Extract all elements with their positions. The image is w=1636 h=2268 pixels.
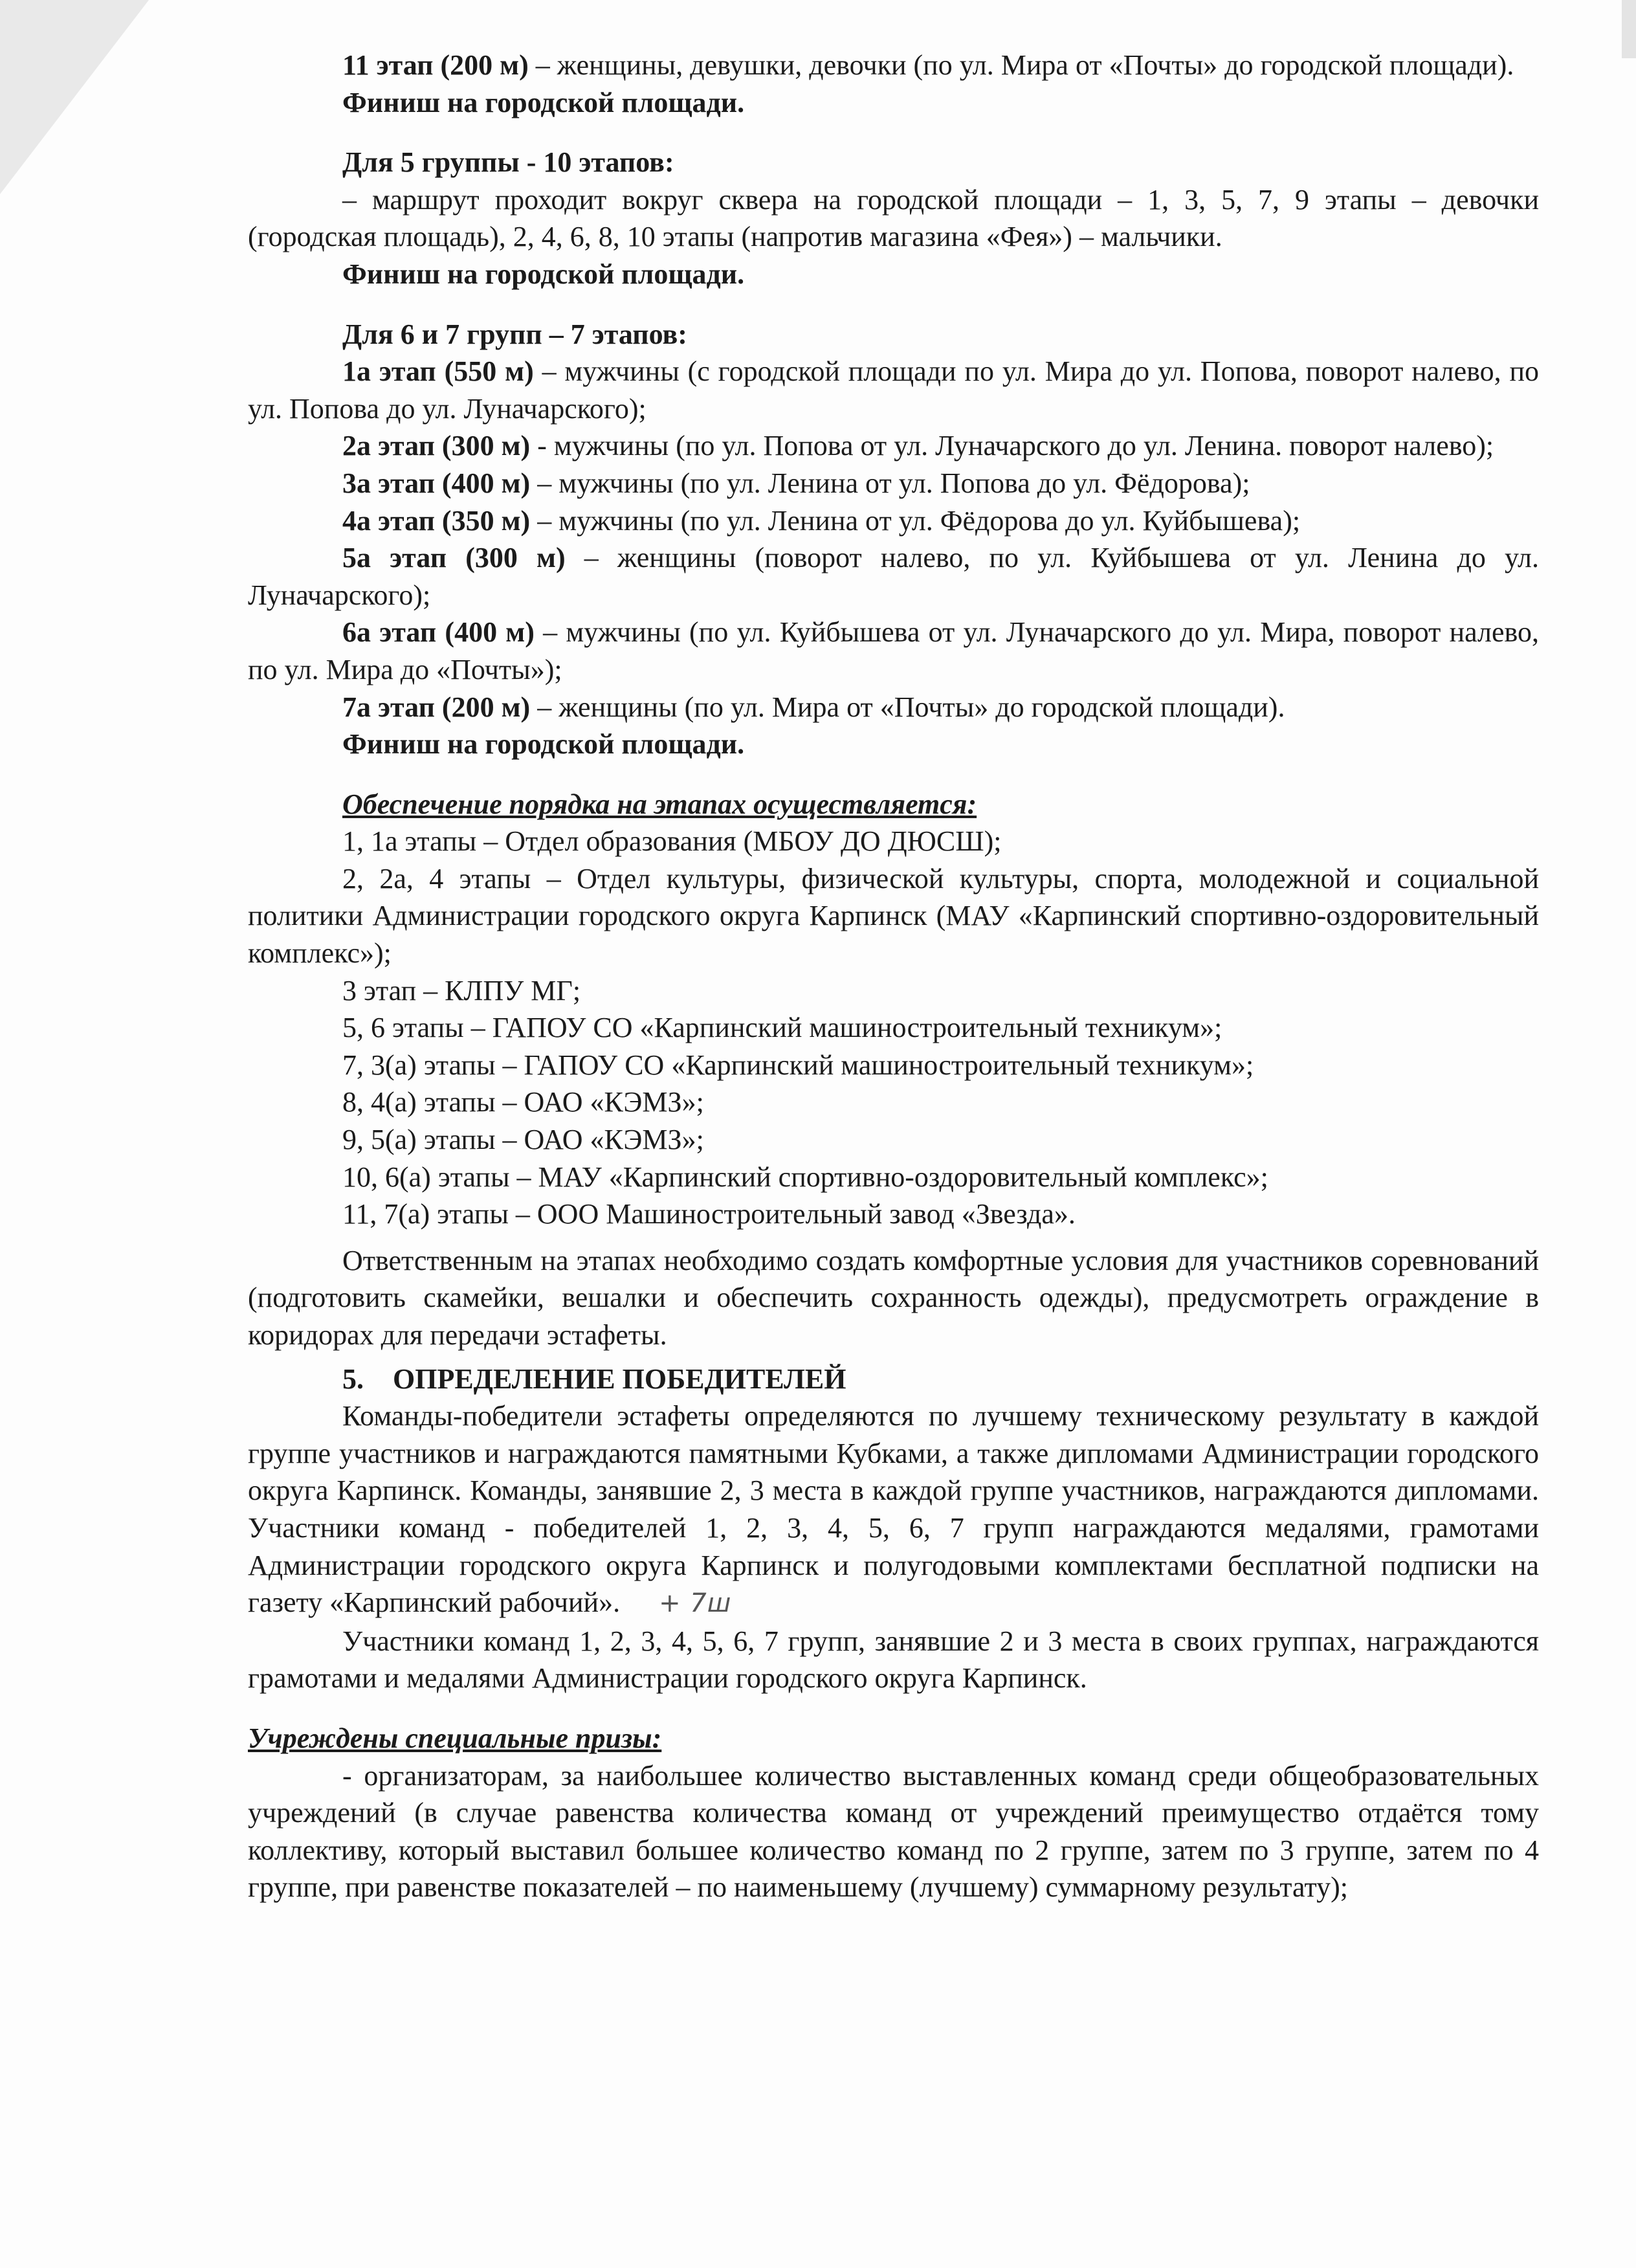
stage-text: – женщины (по ул. Мира от «Почты» до городской площади). xyxy=(530,691,1285,723)
stage-text: - мужчины (по ул. Попова от ул. Луначарского до ул. Ленина. поворот налево); xyxy=(530,430,1494,462)
stage-paragraph xyxy=(248,614,1539,688)
winners-paragraph-2: Участники команд 1, 2, 3, 4, 5, 6, 7 групп, занявшие 2 и 3 места в своих группах, награждаются грамотами и медалями Администрации городского округа Карпинск. xyxy=(248,1625,1539,1695)
stage-text: – мужчины (по ул. Ленина от ул. Фёдорова до ул. Куйбышева); xyxy=(530,504,1301,537)
stage-paragraph xyxy=(248,353,1539,427)
handwritten-note: + 7ш xyxy=(659,1588,732,1619)
winners-text-1: Команды-победители эстафеты определяются по лучшему техническому результату в каждой группе участников и награждаются памятными Кубками, а также дипломами Администрации городского округа Карпинск. Команды, занявшие 2, 3 места в каждой группе участников, награждаются дипломами. Участники команд - победителей 1, 2, 3, 4, 5, 6, 7 групп награждаются медалями, грамотами Администрации городского округа Карпинск и полугодовыми комплектами бесплатной подписки на газету «Карпинский рабочий». xyxy=(248,1400,1539,1619)
group-5-text: – маршрут проходит вокруг сквера на городской площади – 1, 3, 5, 7, 9 этапы – девочки (городская площадь), 2, 4, 6, 8, 10 этапы (напротив магазина «Фея») – мальчики. xyxy=(248,183,1539,253)
order-item: 3 этап – КЛПУ МГ; xyxy=(342,974,581,1006)
stage-paragraph xyxy=(248,689,1539,726)
stage-label: 3а этап (400 м) xyxy=(342,467,531,499)
order-item: 2, 2а, 4 этапы – Отдел культуры, физической культуры, спорта, молодежной и социальной политики Администрации городского округа Карпинск (МАУ «Карпинский спортивно-оздоровительный комплекс»); xyxy=(248,862,1539,970)
stage-11-paragraph xyxy=(248,47,1539,84)
prizes-heading: Учреждены специальные призы: xyxy=(248,1722,662,1754)
group-6-7-heading: Для 6 и 7 групп – 7 этапов: xyxy=(342,318,687,350)
order-heading: Обеспечение порядка на этапах осуществляется: xyxy=(342,788,977,820)
prizes-heading-line xyxy=(248,1720,1539,1757)
section-heading xyxy=(248,1361,1539,1398)
stage-11-label: 11 этап (200 м) xyxy=(342,49,529,81)
order-item: 1, 1а этапы – Отдел образования (МБОУ ДО ДЮСШ); xyxy=(342,825,1002,858)
finish-line-3: Финиш на городской площади. xyxy=(342,728,745,761)
stage-label: 5а этап (300 м) xyxy=(342,542,566,574)
group-5-heading: Для 5 группы - 10 этапов: xyxy=(342,146,674,179)
stage-text: – мужчины (по ул. Куйбышева от ул. Луначарского до ул. Мира, поворот налево, по ул. Мира до «Почты»); xyxy=(248,616,1539,685)
stage-label: 7а этап (200 м) xyxy=(342,691,531,723)
stage-label: 2а этап (300 м) xyxy=(342,430,531,462)
section-number: 5. xyxy=(342,1362,364,1395)
order-item: 7, 3(а) этапы – ГАПОУ СО «Карпинский машиностроительный техникум»; xyxy=(342,1049,1254,1081)
stage-label: 4а этап (350 м) xyxy=(342,504,531,537)
stage-paragraph xyxy=(248,502,1539,540)
responsible-paragraph: Ответственным на этапах необходимо создать комфортные условия для участников соревнований (подготовить скамейки, вешалки и обеспечить сохранность одежды), предусмотреть ограждение в коридорах для передачи эстафеты. xyxy=(248,1244,1539,1351)
order-item: 8, 4(а) этапы – ОАО «КЭМЗ»; xyxy=(342,1086,704,1118)
stage-paragraph xyxy=(248,465,1539,502)
scan-edge-mark xyxy=(1622,0,1636,58)
stage-label: 6а этап (400 м) xyxy=(342,616,535,649)
stage-11-text: – женщины, девушки, девочки (по ул. Мира от «Почты» до городской площади). xyxy=(528,49,1514,81)
order-item: 11, 7(а) этапы – ООО Машиностроительный завод «Звезда». xyxy=(342,1198,1076,1230)
stage-text: – женщины (поворот налево, по ул. Куйбышева от ул. Ленина до ул. Луначарского); xyxy=(248,542,1539,611)
stage-label: 1а этап (550 м) xyxy=(342,355,534,388)
prizes-paragraph: - организаторам, за наибольшее количество выставленных команд среди общеобразовательных учреждений (в случае равенства количества команд от учреждений преимущество отдаётся тому коллективу, который выставил большее количество команд по 2 группе, затем по 3 группе, затем по 4 группе, при равенстве показателей – по наименьшему (лучшему) суммарному результату); xyxy=(248,1759,1539,1904)
order-item: 5, 6 этапы – ГАПОУ СО «Карпинский машиностроительный техникум»; xyxy=(342,1012,1222,1044)
order-item: 10, 6(а) этапы – МАУ «Карпинский спортивно-оздоровительный комплекс»; xyxy=(342,1161,1268,1193)
stage-paragraph xyxy=(248,427,1539,465)
stage-text: – мужчины (с городской площади по ул. Мира до ул. Попова, поворот налево, по ул. Попова до ул. Луначарского); xyxy=(248,355,1539,425)
folded-corner xyxy=(0,0,149,194)
winners-paragraph-1 xyxy=(248,1397,1539,1623)
finish-line-2: Финиш на городской площади. xyxy=(342,258,745,290)
section-title: ОПРЕДЕЛЕНИЕ ПОБЕДИТЕЛЕЙ xyxy=(393,1362,846,1395)
order-item: 9, 5(а) этапы – ОАО «КЭМЗ»; xyxy=(342,1124,704,1156)
stage-text: – мужчины (по ул. Ленина от ул. Попова до ул. Фёдорова); xyxy=(530,467,1250,499)
finish-line-1: Финиш на городской площади. xyxy=(342,86,745,118)
order-heading-line xyxy=(248,786,1539,823)
stage-paragraph xyxy=(248,539,1539,614)
document-body xyxy=(248,47,1539,1906)
